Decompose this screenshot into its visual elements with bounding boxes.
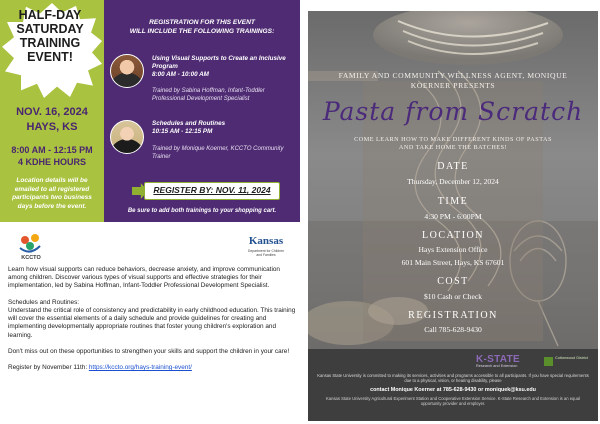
session1-title: Using Visual Supports to Create an Inclusive Program 8:00 AM - 10:00 AM <box>152 55 286 78</box>
time-value: 4:30 PM - 6:00PM <box>424 212 482 221</box>
paragraph-register: Register by November 11th: https://kccto.org/hays-training-event/ <box>8 364 192 372</box>
location-name: Hays Extension Office <box>418 245 488 254</box>
event-subtitle: COME LEARN HOW TO MAKE DIFFERENT KINDS OF PASTAS AND TAKE HOME THE BATCHES! <box>354 136 552 151</box>
kstate-logo: K-STATE Research and Extension <box>476 354 520 368</box>
training-description <box>8 266 296 381</box>
cost-label: COST <box>437 276 469 287</box>
cost-value: $10 Cash or Check <box>424 292 482 301</box>
trainings-panel <box>104 0 300 222</box>
event-time: 8:00 AM - 12:15 PM <box>11 145 93 155</box>
date-label: DATE <box>437 161 469 172</box>
event-hours: 4 KDHE HOURS <box>17 157 86 167</box>
location-address: 601 Main Street, Hays, KS 67601 <box>401 258 505 267</box>
paragraph-schedules: Schedules and Routines: Understand the critical role of consistency and predictability in early childhood education. This training will cover the essential elements of a daily schedule and provide guidelines for creating and implementing developmentally appropriate routines that foster young children's exploration and learning. <box>8 298 296 339</box>
district-mark-icon <box>544 357 553 366</box>
trainer-photo-monique <box>110 120 144 154</box>
registration-phone: Call 785-628-9430 <box>424 325 482 334</box>
trainer-photo-sabina <box>110 54 144 88</box>
registration-label: REGISTRATION <box>408 310 498 321</box>
registration-link[interactable]: https://kccto.org/hays-training-event/ <box>88 364 192 372</box>
event-info-panel <box>0 0 104 222</box>
presenter-line: FAMILY AND COMMUNITY WELLNESS AGENT, MONIQUE KOERNER PRESENTS <box>338 71 568 90</box>
cottonwood-district-logo: Cottonwood District <box>544 355 588 369</box>
paragraph-closing: Don't miss out on these opportunities to strengthen your skills and support the children in your care! <box>8 348 290 355</box>
pasta-flyer <box>308 11 598 421</box>
kccto-logo <box>14 230 48 260</box>
location-note: Location details will be emailed to all registered participants two business days before the event. <box>12 177 92 210</box>
session1-trainer: Trained by Sabina Hoffman, Infant-Toddler Professional Development Specialist <box>152 88 265 102</box>
time-label: TIME <box>437 196 469 207</box>
event-title: Pasta from Scratch <box>322 97 584 126</box>
kansas-dcf-logo: Kansas Department for Children and Families <box>247 235 285 257</box>
session2-trainer: Trained by Monique Koerner, KCCTO Community Trainer <box>152 146 284 160</box>
contact-line: contact Monique Koerner at 785-628-9430 or moniquek@ksu.edu <box>370 387 536 393</box>
location-label: LOCATION <box>422 230 484 241</box>
cart-note: Be sure to add both trainings to your shopping cart. <box>127 208 277 214</box>
accessibility-statement: Kansas State University is committed to making its services, activities and programs accessible to all participants. If you have special requirements due to a physical, vision, or hearing disability, please <box>317 373 589 383</box>
event-type-heading: HALF-DAY SATURDAY TRAINING EVENT! <box>16 8 84 64</box>
svg-text:KCCTO: KCCTO <box>21 255 41 260</box>
session2-title: Schedules and Routines 10:15 AM - 12:15 PM <box>152 120 226 135</box>
equal-opportunity-statement: Kansas State University Agricultural Experiment Station and Cooperative Extension Service. K-State Research and Extension is an equal opportunity provider and employer. <box>326 396 580 406</box>
trainings-header: REGISTRATION FOR THIS EVENT WILL INCLUDE THE FOLLOWING TRAININGS: <box>129 19 275 35</box>
paragraph-visual-supports: Learn how visual supports can reduce behaviors, decrease anxiety, and improve communication among children. Discover various types of visual supports and effective strategies for their implementation, led by Sabina Hoffman, Infant-Toddler Professional Development Specialist. <box>8 266 280 290</box>
event-date: NOV. 16, 2024 <box>16 106 88 118</box>
register-by-badge: REGISTER BY: NOV. 11, 2024 <box>144 182 280 200</box>
event-city: HAYS, KS <box>26 121 78 133</box>
date-value: Thursday, December 12, 2024 <box>407 177 499 186</box>
